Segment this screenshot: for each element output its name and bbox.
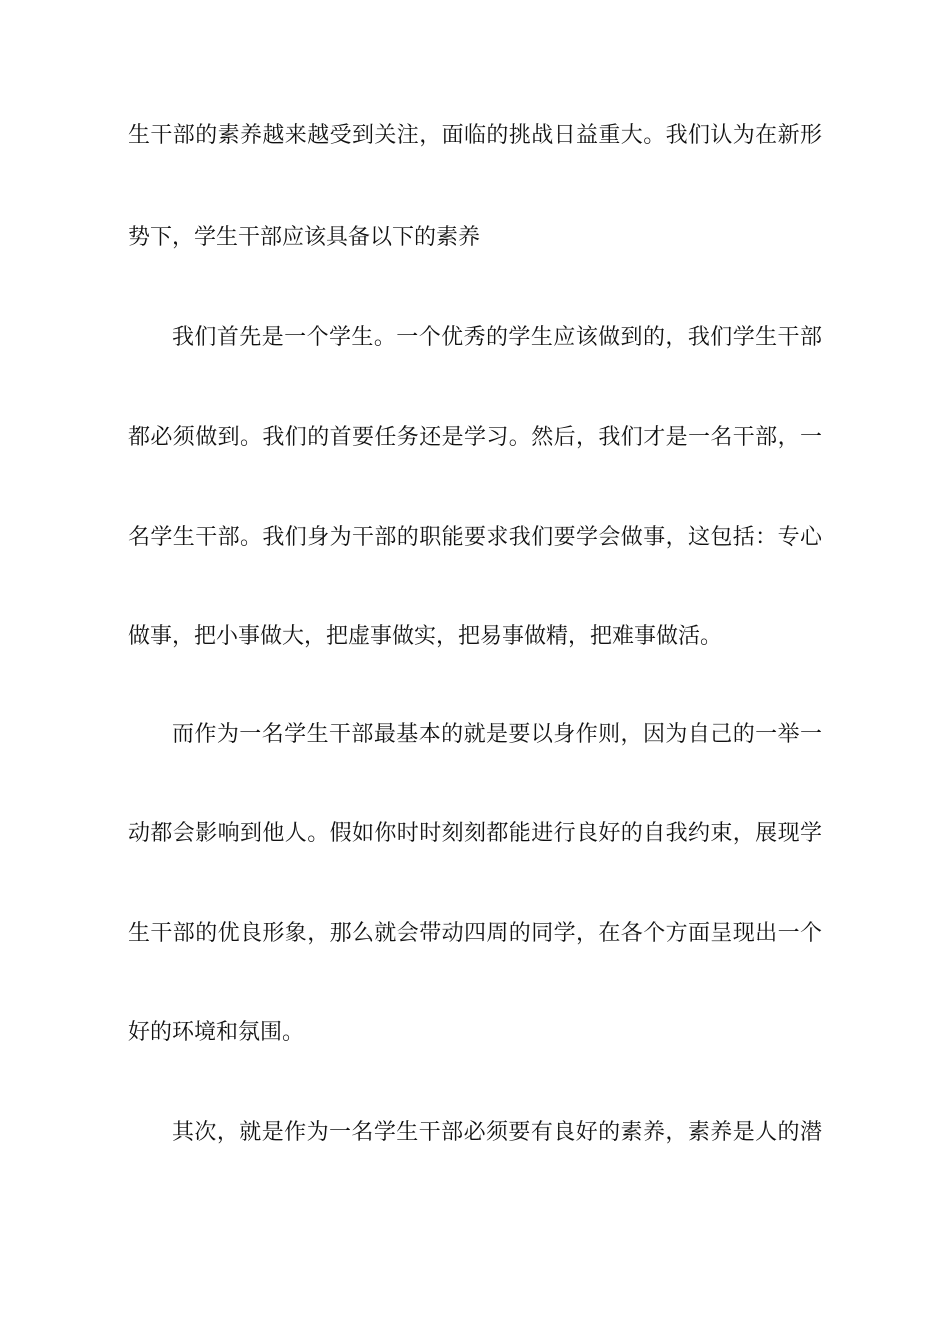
paragraph-line: 而作为一名学生干部最基本的就是要以身作则，因为自己的一举一	[172, 722, 822, 747]
paragraph-line: 做事，把小事做大，把虚事做实，把易事做精，把难事做活。	[128, 624, 723, 649]
paragraph-line: 名学生干部。我们身为干部的职能要求我们要学会做事，这包括：专心	[128, 525, 822, 550]
paragraph-line: 势下，学生干部应该具备以下的素养	[128, 225, 481, 250]
paragraph-line: 生干部的优良形象，那么就会带动四周的同学，在各个方面呈现出一个	[128, 921, 822, 946]
paragraph-line: 都必须做到。我们的首要任务还是学习。然后，我们才是一名干部，一	[128, 425, 822, 450]
paragraph-line: 我们首先是一个学生。一个优秀的学生应该做到的，我们学生干部	[172, 325, 822, 350]
paragraph-line: 其次，就是作为一名学生干部必须要有良好的素养，素养是人的潜	[172, 1120, 822, 1145]
paragraph-line: 动都会影响到他人。假如你时时刻刻都能进行良好的自我约束，展现学	[128, 821, 822, 846]
paragraph-line: 生干部的素养越来越受到关注，面临的挑战日益重大。我们认为在新形	[128, 123, 822, 148]
paragraph-line: 好的环境和氛围。	[128, 1020, 305, 1045]
